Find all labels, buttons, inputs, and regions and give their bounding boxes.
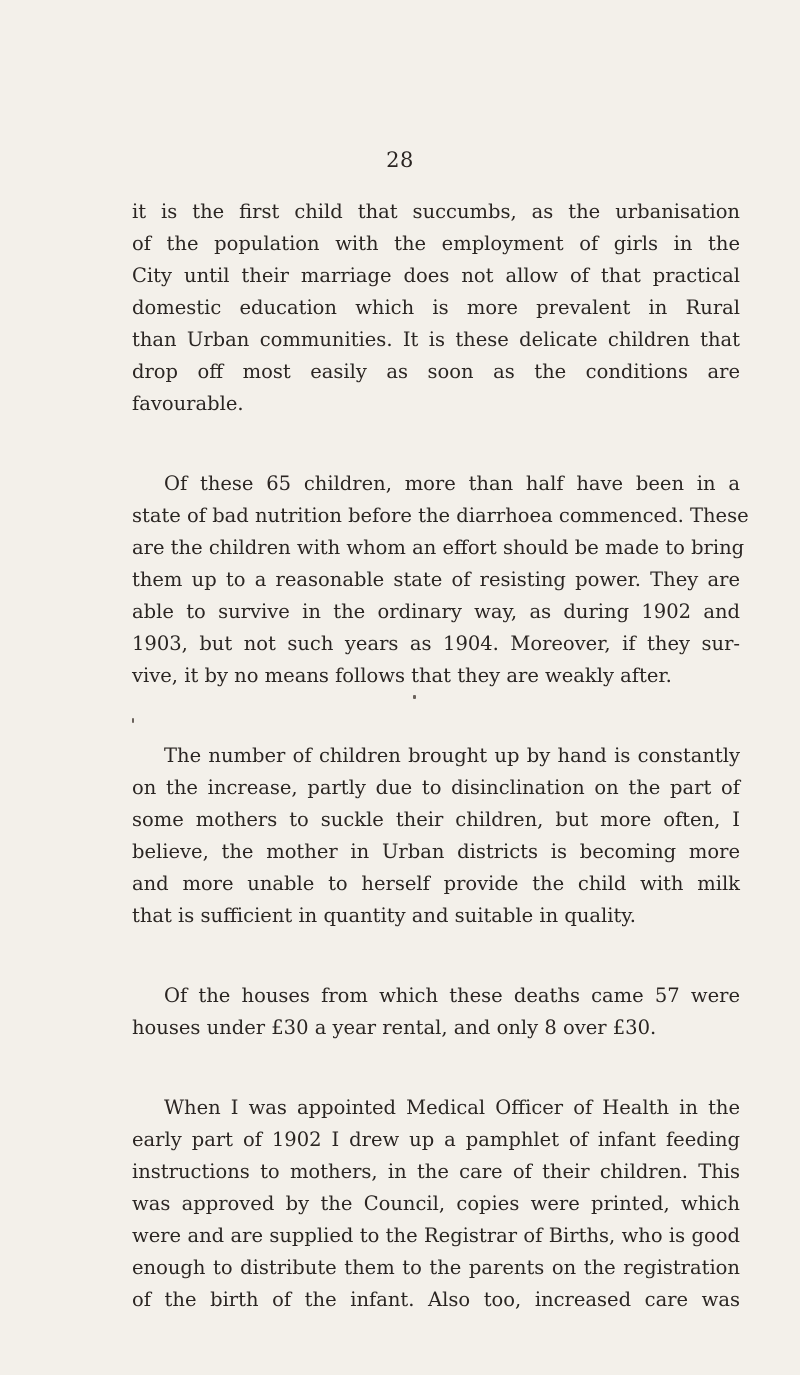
paragraph-3-line-1: The number of children brought up by hand is constantly (164, 744, 740, 767)
paragraph-2-line-3: are the children with whom an effort should be made to bring (132, 536, 745, 559)
paragraph-1-line-1: it is the first child that succumbs, as the urbanisation (132, 200, 740, 223)
paragraph-1-line-5: than Urban communities. It is these delicate children that (132, 328, 740, 351)
paragraph-5-line-1: When I was appointed Medical Officer of Health in the (164, 1096, 740, 1119)
paragraph-3-line-5: and more unable to herself provide the child with milk (132, 872, 740, 895)
paragraph-4-line-1: Of the houses from which these deaths came 57 were (164, 984, 740, 1007)
paragraph-5-line-6: enough to distribute them to the parents on the registration (132, 1256, 740, 1279)
paragraph-3-line-2: on the increase, partly due to disinclination on the part of (132, 776, 740, 799)
paragraph-1-line-4: domestic education which is more prevalent in Rural (132, 296, 740, 319)
paragraph-5-line-4: was approved by the Council, copies were printed, which (132, 1192, 740, 1215)
paragraph-2-line-7: vive, it by no means follows that they are weakly after. (132, 664, 672, 687)
paragraph-1-line-7: favourable. (132, 392, 244, 415)
paragraph-1-line-2: of the population with the employment of girls in the (132, 232, 740, 255)
paragraph-5-line-2: early part of 1902 I drew up a pamphlet of infant feeding (132, 1128, 740, 1151)
paragraph-2-line-6: 1903, but not such years as 1904. Moreover, if they sur- (132, 632, 740, 655)
paragraph-5-line-7: of the birth of the infant. Also too, increased care was (132, 1288, 740, 1311)
paragraph-1-line-6: drop off most easily as soon as the conditions are (132, 360, 740, 383)
paragraph-2-line-4: them up to a reasonable state of resisting power. They are (132, 568, 740, 591)
paragraph-2-line-5: able to survive in the ordinary way, as during 1902 and (132, 600, 740, 623)
paragraph-3-line-3: some mothers to suckle their children, but more often, I (132, 808, 740, 831)
paragraph-2-line-1: Of these 65 children, more than half have been in a (164, 472, 740, 495)
paragraph-5-line-5: were and are supplied to the Registrar of Births, who is good (132, 1224, 740, 1247)
scan-speck (413, 695, 416, 699)
paragraph-4-line-2: houses under £30 a year rental, and only 8 over £30. (132, 1016, 657, 1039)
scan-speck (132, 718, 134, 723)
paragraph-3-line-6: that is sufficient in quantity and suitable in quality. (132, 904, 636, 927)
paragraph-2-line-2: state of bad nutrition before the diarrhoea commenced. These (132, 504, 749, 527)
paragraph-3-line-4: believe, the mother in Urban districts is becoming more (132, 840, 740, 863)
paragraph-5-line-3: instructions to mothers, in the care of their children. This (132, 1160, 740, 1183)
paragraph-1-line-3: City until their marriage does not allow of that practical (132, 264, 740, 287)
page-number: 28 (386, 148, 414, 172)
